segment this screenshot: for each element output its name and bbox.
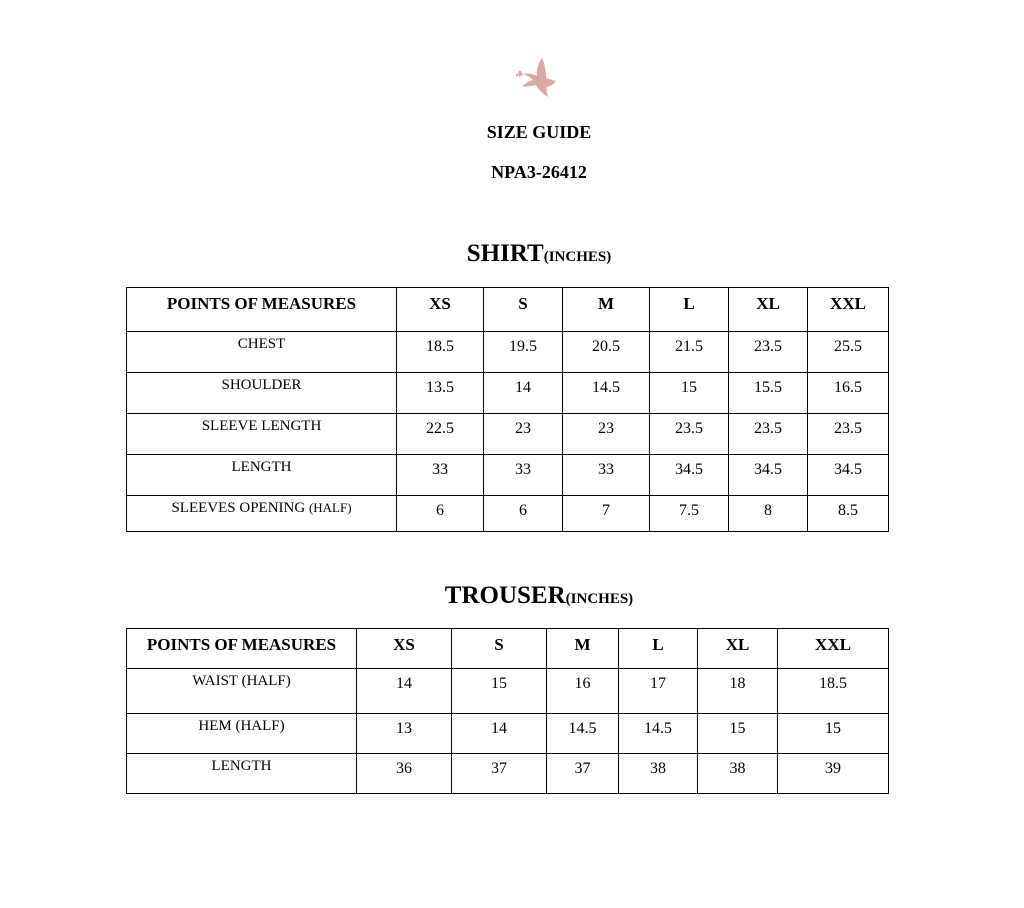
table-cell: 39 xyxy=(778,754,889,794)
column-header: XS xyxy=(357,629,452,669)
column-header: POINTS OF MEASURES xyxy=(127,629,357,669)
table-row xyxy=(127,373,889,414)
table-cell: 15 xyxy=(778,714,889,754)
table-cell: 38 xyxy=(619,754,698,794)
table-cell: 18.5 xyxy=(397,332,484,373)
table-cell: 14 xyxy=(452,714,547,754)
table-row xyxy=(127,414,889,455)
table-cell: 36 xyxy=(357,754,452,794)
trouser-title: TROUSER xyxy=(444,582,566,609)
row-label: CHEST xyxy=(127,332,397,373)
trouser-section-title xyxy=(0,582,1024,610)
table-cell: 15 xyxy=(698,714,778,754)
table-cell: 33 xyxy=(484,455,563,496)
table-cell: 14 xyxy=(484,373,563,414)
column-header: XS xyxy=(397,288,484,332)
column-header: S xyxy=(484,288,563,332)
row-label: SLEEVE LENGTH xyxy=(127,414,397,455)
row-label-qualifier: (HALF) xyxy=(308,500,352,515)
table-cell: 13.5 xyxy=(397,373,484,414)
row-label: HEM (HALF) xyxy=(127,714,357,754)
table-cell: 15.5 xyxy=(729,373,808,414)
table-cell: 37 xyxy=(452,754,547,794)
table-cell: 38 xyxy=(698,754,778,794)
table-cell: 19.5 xyxy=(484,332,563,373)
table-cell: 22.5 xyxy=(397,414,484,455)
column-header: XXL xyxy=(808,288,889,332)
table-header-row xyxy=(127,629,889,669)
table-row xyxy=(127,754,889,794)
table-cell: 23.5 xyxy=(729,332,808,373)
table-cell: 34.5 xyxy=(808,455,889,496)
table-cell: 20.5 xyxy=(563,332,650,373)
table-cell: 34.5 xyxy=(729,455,808,496)
document-title: SIZE GUIDE xyxy=(486,122,592,142)
column-header: M xyxy=(547,629,619,669)
table-cell: 23.5 xyxy=(650,414,729,455)
table-cell: 13 xyxy=(357,714,452,754)
table-row xyxy=(127,669,889,714)
table-header-row xyxy=(127,288,889,332)
row-label-main: SLEEVES OPENING xyxy=(171,500,309,516)
table-cell: 33 xyxy=(397,455,484,496)
table-row xyxy=(127,455,889,496)
shirt-size-table xyxy=(126,287,889,532)
table-cell: 33 xyxy=(563,455,650,496)
product-code: NPA3-26412 xyxy=(491,162,587,182)
table-cell: 14.5 xyxy=(619,714,698,754)
table-cell: 14.5 xyxy=(563,373,650,414)
table-cell: 7 xyxy=(563,496,650,532)
row-label: LENGTH xyxy=(127,455,397,496)
trouser-size-table xyxy=(126,628,889,794)
table-cell: 16 xyxy=(547,669,619,714)
table-cell: 15 xyxy=(452,669,547,714)
table-cell: 23.5 xyxy=(729,414,808,455)
table-cell: 7.5 xyxy=(650,496,729,532)
row-label xyxy=(127,496,397,532)
table-cell: 23 xyxy=(484,414,563,455)
dove-icon xyxy=(514,56,562,100)
table-cell: 23.5 xyxy=(808,414,889,455)
column-header: L xyxy=(650,288,729,332)
table-cell: 14.5 xyxy=(547,714,619,754)
shirt-section-title xyxy=(0,240,1024,268)
table-cell: 16.5 xyxy=(808,373,889,414)
row-label: SHOULDER xyxy=(127,373,397,414)
table-cell: 17 xyxy=(619,669,698,714)
shirt-title: SHIRT xyxy=(466,240,544,267)
column-header: M xyxy=(563,288,650,332)
column-header: XL xyxy=(698,629,778,669)
table-cell: 6 xyxy=(484,496,563,532)
table-cell: 25.5 xyxy=(808,332,889,373)
table-cell: 18 xyxy=(698,669,778,714)
table-row xyxy=(127,714,889,754)
row-label: LENGTH xyxy=(127,754,357,794)
table-row xyxy=(127,496,889,532)
table-row xyxy=(127,332,889,373)
table-cell: 23 xyxy=(563,414,650,455)
table-cell: 21.5 xyxy=(650,332,729,373)
table-cell: 34.5 xyxy=(650,455,729,496)
table-cell: 37 xyxy=(547,754,619,794)
table-cell: 8 xyxy=(729,496,808,532)
column-header: XXL xyxy=(778,629,889,669)
row-label: WAIST (HALF) xyxy=(127,669,357,714)
column-header: S xyxy=(452,629,547,669)
table-cell: 8.5 xyxy=(808,496,889,532)
column-header: XL xyxy=(729,288,808,332)
table-cell: 14 xyxy=(357,669,452,714)
trouser-unit: (INCHES) xyxy=(565,591,634,607)
shirt-unit: (INCHES) xyxy=(543,249,612,265)
column-header: POINTS OF MEASURES xyxy=(127,288,397,332)
table-cell: 6 xyxy=(397,496,484,532)
table-cell: 18.5 xyxy=(778,669,889,714)
column-header: L xyxy=(619,629,698,669)
table-cell: 15 xyxy=(650,373,729,414)
